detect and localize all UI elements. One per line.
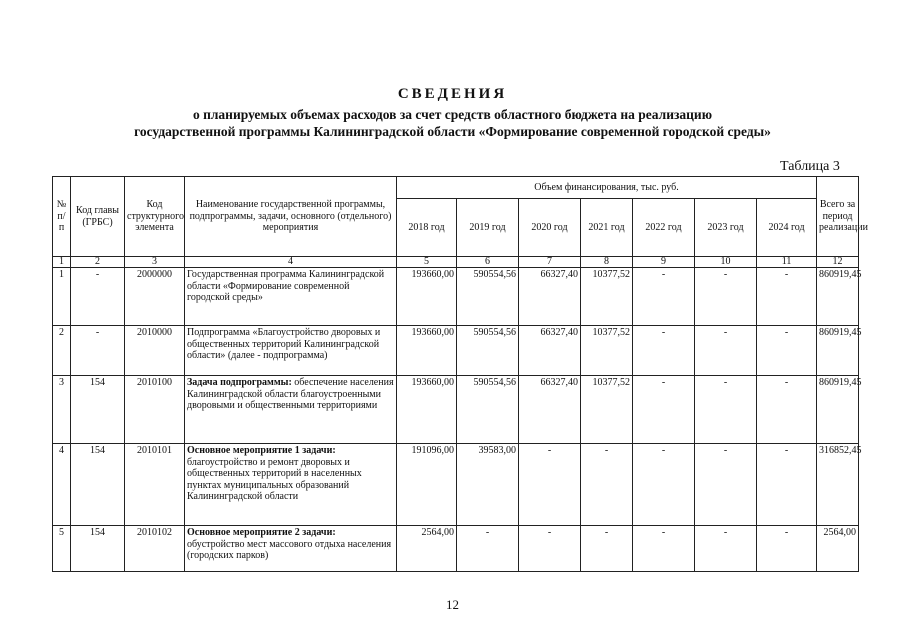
row-num: 2 bbox=[53, 326, 71, 376]
row-value: - bbox=[695, 326, 757, 376]
header-funding: Объем финансирования, тыс. руб. bbox=[397, 177, 817, 199]
document-title: СВЕДЕНИЯ bbox=[397, 86, 508, 102]
column-number-row bbox=[53, 257, 859, 268]
row-grbs: 154 bbox=[71, 376, 125, 444]
row-total: 860919,45 bbox=[817, 268, 859, 326]
row-num: 5 bbox=[53, 526, 71, 572]
table-label: Таблица 3 bbox=[780, 159, 840, 174]
column-number: 10 bbox=[695, 257, 757, 268]
header-year: 2022 год bbox=[633, 199, 695, 257]
row-grbs: - bbox=[71, 326, 125, 376]
row-value: 66327,40 bbox=[519, 376, 581, 444]
page-number: 12 bbox=[446, 597, 459, 612]
row-name-text: обеспечение населения Калининградской области благоустроенными дворовыми и общественными территориями bbox=[187, 377, 394, 411]
row-value: 193660,00 bbox=[397, 326, 457, 376]
header-struct-code: Код структурного элемента bbox=[125, 177, 185, 257]
row-total: 860919,45 bbox=[817, 376, 859, 444]
row-name bbox=[185, 376, 397, 444]
column-number: 11 bbox=[757, 257, 817, 268]
row-name-text: Государственная программа Калининградской области «Формирование современной городской среды» bbox=[187, 269, 385, 303]
row-value: - bbox=[633, 326, 695, 376]
column-number: 3 bbox=[125, 257, 185, 268]
row-value: - bbox=[695, 268, 757, 326]
row-value: 193660,00 bbox=[397, 376, 457, 444]
row-value: - bbox=[757, 376, 817, 444]
table-row bbox=[53, 444, 859, 526]
row-value: - bbox=[757, 326, 817, 376]
row-total: 2564,00 bbox=[817, 526, 859, 572]
funding-table bbox=[52, 176, 868, 572]
row-total: 860919,45 bbox=[817, 326, 859, 376]
column-number: 9 bbox=[633, 257, 695, 268]
table-row bbox=[53, 526, 859, 572]
row-code: 2010000 bbox=[125, 326, 185, 376]
row-value: - bbox=[633, 268, 695, 326]
row-name-bold: Основное мероприятие 1 задачи: bbox=[187, 445, 336, 456]
row-name-bold: Основное мероприятие 2 задачи: bbox=[187, 527, 336, 538]
row-name bbox=[185, 444, 397, 526]
row-code: 2010102 bbox=[125, 526, 185, 572]
row-num: 3 bbox=[53, 376, 71, 444]
row-value: 590554,56 bbox=[457, 268, 519, 326]
row-value: 2564,00 bbox=[397, 526, 457, 572]
row-value: - bbox=[633, 376, 695, 444]
row-code: 2010101 bbox=[125, 444, 185, 526]
header-year: 2024 год bbox=[757, 199, 817, 257]
row-value: 590554,56 bbox=[457, 326, 519, 376]
header-year: 2023 год bbox=[695, 199, 757, 257]
header-year: 2021 год bbox=[581, 199, 633, 257]
column-number: 8 bbox=[581, 257, 633, 268]
row-value: - bbox=[457, 526, 519, 572]
document-subtitle-line1: о планируемых объемах расходов за счет средств областного бюджета на реализацию bbox=[192, 107, 713, 122]
header-num: № п/п bbox=[53, 177, 71, 257]
row-value: - bbox=[581, 444, 633, 526]
row-value: 590554,56 bbox=[457, 376, 519, 444]
column-number: 12 bbox=[817, 257, 859, 268]
row-grbs: - bbox=[71, 268, 125, 326]
row-value: - bbox=[757, 444, 817, 526]
row-value: - bbox=[633, 526, 695, 572]
row-value: - bbox=[757, 526, 817, 572]
row-name bbox=[185, 268, 397, 326]
row-grbs: 154 bbox=[71, 444, 125, 526]
table-row bbox=[53, 326, 859, 376]
document-subtitle-line2: государственной программы Калининградской области «Формирование современной городской среды» bbox=[134, 124, 771, 139]
row-name bbox=[185, 326, 397, 376]
row-value: - bbox=[581, 526, 633, 572]
header-year: 2019 год bbox=[457, 199, 519, 257]
row-name-bold: Задача подпрограммы: bbox=[187, 377, 292, 388]
header-total: Всего за период реализации bbox=[817, 177, 859, 257]
row-grbs: 154 bbox=[71, 526, 125, 572]
row-value: 10377,52 bbox=[581, 376, 633, 444]
table-row bbox=[53, 268, 859, 326]
header-year: 2018 год bbox=[397, 199, 457, 257]
row-code: 2000000 bbox=[125, 268, 185, 326]
row-value: 66327,40 bbox=[519, 268, 581, 326]
row-num: 4 bbox=[53, 444, 71, 526]
row-value: 191096,00 bbox=[397, 444, 457, 526]
row-value: 10377,52 bbox=[581, 326, 633, 376]
column-number: 2 bbox=[71, 257, 125, 268]
row-value: - bbox=[633, 444, 695, 526]
column-number: 4 bbox=[185, 257, 397, 268]
table-row bbox=[53, 376, 859, 444]
row-total: 316852,45 bbox=[817, 444, 859, 526]
row-num: 1 bbox=[53, 268, 71, 326]
row-code: 2010100 bbox=[125, 376, 185, 444]
header-grbs: Код главы (ГРБС) bbox=[71, 177, 125, 257]
row-name-text: Подпрограмма «Благоустройство дворовых и общественных территорий Калининградской области» (далее - подпрограмма) bbox=[187, 327, 381, 361]
header-year: 2020 год bbox=[519, 199, 581, 257]
row-value: 193660,00 bbox=[397, 268, 457, 326]
row-value: - bbox=[519, 444, 581, 526]
column-number: 1 bbox=[53, 257, 71, 268]
header-name: Наименование государственной программы, подпрограммы, задачи, основного (отдельного) мероприятия bbox=[185, 177, 397, 257]
row-name-text: обустройство мест массового отдыха населения (городских парков) bbox=[187, 538, 392, 561]
row-value: - bbox=[519, 526, 581, 572]
row-value: - bbox=[757, 268, 817, 326]
row-name bbox=[185, 526, 397, 572]
column-number: 7 bbox=[519, 257, 581, 268]
row-value: 39583,00 bbox=[457, 444, 519, 526]
row-name-text: благоустройство и ремонт дворовых и общественных территорий в населенных пунктах муниципальных образований Калининградской области bbox=[187, 456, 362, 502]
row-value: - bbox=[695, 526, 757, 572]
row-value: - bbox=[695, 444, 757, 526]
column-number: 6 bbox=[457, 257, 519, 268]
row-value: 10377,52 bbox=[581, 268, 633, 326]
row-value: - bbox=[695, 376, 757, 444]
column-number: 5 bbox=[397, 257, 457, 268]
row-value: 66327,40 bbox=[519, 326, 581, 376]
